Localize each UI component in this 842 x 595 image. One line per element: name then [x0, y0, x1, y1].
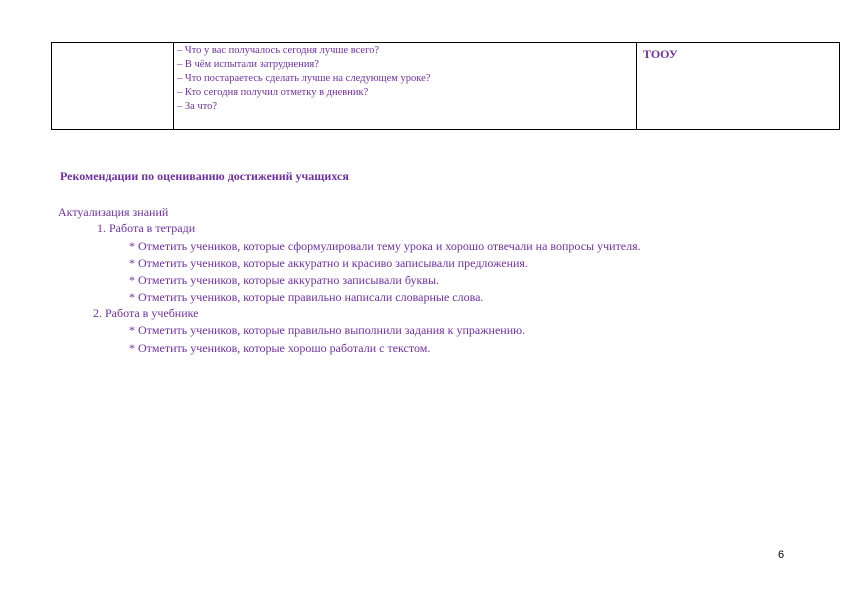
bullet-line: * Отметить учеников, которые хорошо работали с текстом. [129, 341, 431, 355]
table-row [52, 43, 840, 130]
empty-cell [52, 43, 174, 130]
bullet-line: * Отметить учеников, которые аккуратно записывали буквы. [129, 273, 440, 287]
question-line: – За что? [177, 101, 218, 112]
page-number: 6 [778, 549, 785, 561]
bullet-line: * Отметить учеников, которые сформулировали тему урока и хорошо отвечали на вопросы учителя. [129, 239, 641, 253]
item-label: 1. Работа в тетради [97, 221, 196, 235]
tooy-tag: ТООУ [643, 47, 678, 61]
question-line: – Что постараетесь сделать лучше на следующем уроке? [177, 73, 431, 84]
question-line: – Что у вас получалось сегодня лучше всего? [177, 45, 380, 56]
section-title: Актуализация знаний [58, 205, 169, 219]
tag-cell [637, 43, 840, 130]
question-line: – Кто сегодня получил отметку в дневник? [177, 87, 369, 98]
item-label: 2. Работа в учебнике [93, 306, 199, 320]
bullet-line: * Отметить учеников, которые правильно написали словарные слова. [129, 290, 484, 304]
bullet-line: * Отметить учеников, которые аккуратно и красиво записывали предложения. [129, 256, 528, 270]
recommendations-heading: Рекомендации по оцениванию достижений учащихся [60, 169, 349, 183]
lesson-table [51, 42, 840, 130]
bullet-line: * Отметить учеников, которые правильно выполнили задания к упражнению. [129, 323, 526, 337]
question-line: – В чём испытали затруднения? [177, 59, 319, 70]
questions-cell [174, 43, 637, 130]
